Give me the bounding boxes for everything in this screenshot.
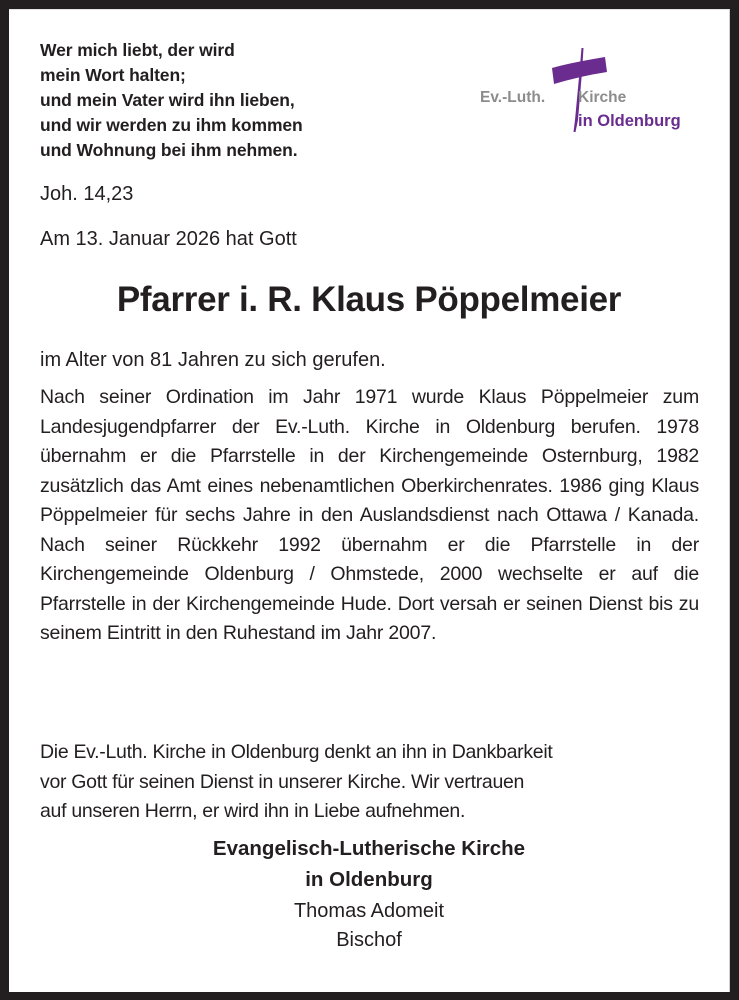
closing-line: vor Gott für seinen Dienst in unserer Kirche. Wir vertrauen <box>40 770 525 793</box>
closing-line: auf unseren Herrn, er wird ihn in Liebe aufnehmen. <box>40 800 466 822</box>
verse-reference: Joh. 14,23 <box>40 183 134 205</box>
signature-organization: Evangelisch-Lutherische Kirche <box>212 837 526 860</box>
biography-paragraph: Nach seiner Ordination im Jahr 1971 wurde Klaus Pöppelmeier zum Landesjugendpfarrer der Ev.-Luth. Kirche in Oldenburg berufen. 1978 übernahm er die Pfarrstelle in der Kirchengemeinde Osternburg, 1982 zusätzlich das Amt eines nebenamtlichen Oberkirchenrates. 1986 ging Klaus Pöppelmeier für sechs Jahre in den Auslandsdienst nach Ottawa / Kanada. Nach seiner Rückkehr 1992 übernahm er die Pfarrstelle in der Kirchengemeinde Oldenburg / Ohmstede, 2000 wechselte er auf die Pfarrstelle in der Kirchengemeinde Hude. Dort versah er seinen Dienst bis zu seinem Eintritt in den Ruhestand im Jahr 2007. <box>40 386 699 644</box>
logo-text-ev-luth: Ev.-Luth. <box>480 89 546 106</box>
date-line: Am 13. Januar 2026 hat Gott <box>40 228 297 250</box>
verse-line: und mein Vater wird ihn lieben, <box>40 90 295 110</box>
signature-block <box>9 833 729 955</box>
verse-line: und wir werden zu ihm kommen <box>40 115 303 135</box>
church-logo <box>469 32 709 142</box>
verse-line: Wer mich liebt, der wird <box>40 40 235 60</box>
obituary-notice <box>9 9 730 992</box>
logo-text-kirche: Kirche <box>578 89 627 106</box>
verse-line: und Wohnung bei ihm nehmen. <box>40 140 298 160</box>
deceased-title: Pfarrer i. R. Klaus Pöppelmeier <box>116 280 622 319</box>
closing-paragraph <box>40 738 705 827</box>
verse-line: mein Wort halten; <box>40 65 186 85</box>
signatory-role: Bischof <box>336 929 402 951</box>
closing-line: Die Ev.-Luth. Kirche in Oldenburg denkt an ihn in Dankbarkeit <box>40 741 553 763</box>
signatory-name: Thomas Adomeit <box>293 900 445 922</box>
logo-text-in-oldenburg: in Oldenburg <box>578 112 681 130</box>
age-line: im Alter von 81 Jahren zu sich gerufen. <box>40 349 386 371</box>
bible-verse <box>40 38 440 163</box>
signature-organization-location: in Oldenburg <box>305 868 433 891</box>
